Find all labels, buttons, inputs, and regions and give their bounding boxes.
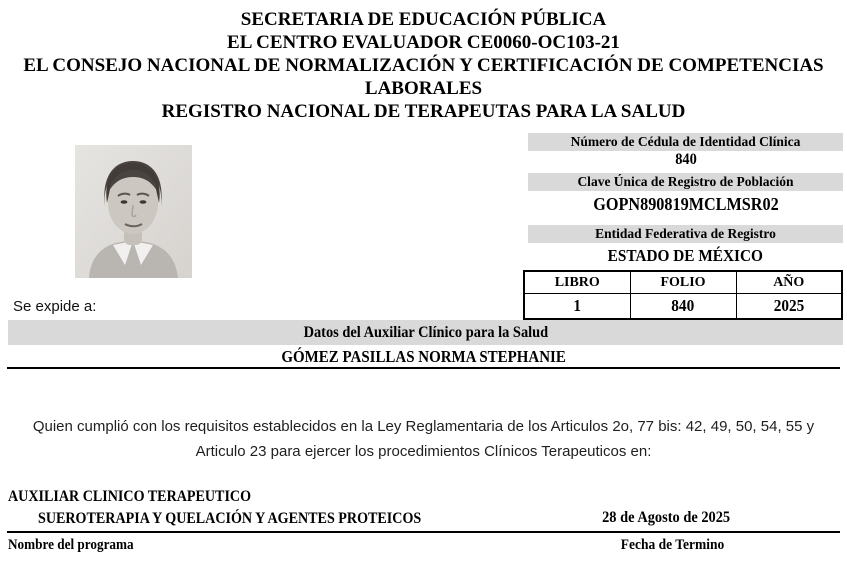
divider-under-name xyxy=(7,367,840,369)
registry-value-folio: 840 xyxy=(630,294,736,320)
holder-name: GÓMEZ PASILLAS NORMA STEPHANIE xyxy=(281,347,566,366)
document-header xyxy=(0,8,847,123)
registry-value-anio: 2025 xyxy=(736,294,842,320)
field-value-entidad: ESTADO DE MÉXICO xyxy=(607,246,764,265)
field-value-cedula: 840 xyxy=(674,151,697,168)
registry-value-libro: 1 xyxy=(524,294,630,320)
program-name-label: Nombre del programa xyxy=(8,537,134,553)
field-value-curp: GOPN890819MCLMSR02 xyxy=(592,194,779,214)
field-label-cedula: Número de Cédula de Identidad Clínica xyxy=(528,133,843,151)
field-label-curp: Clave Única de Registro de Población xyxy=(528,173,843,191)
field-label-entidad: Entidad Federativa de Registro xyxy=(528,225,843,243)
registry-table-value-row xyxy=(524,294,842,320)
program-category: AUXILIAR CLINICO TERAPEUTICO xyxy=(8,488,252,505)
portrait-photo xyxy=(75,145,192,278)
header-line-council: EL CONSEJO NACIONAL DE NORMALIZACIÓN Y CERTIFICACIÓN DE COMPETENCIAS xyxy=(23,55,824,76)
header-line-council-wrap: LABORALES xyxy=(364,78,483,99)
header-line-evaluator: EL CENTRO EVALUADOR CE0060-OC103-21 xyxy=(227,32,620,53)
registry-col-libro: LIBRO xyxy=(524,271,630,294)
header-line-institution: SECRETARIA DE EDUCACIÓN PÚBLICA xyxy=(240,9,607,30)
registry-table xyxy=(523,270,843,320)
program-end-date-label: Fecha de Termino xyxy=(620,537,724,553)
header-line-registry: REGISTRO NACIONAL DE TERAPEUTAS PARA LA SALUD xyxy=(161,101,686,122)
portrait-photo-image xyxy=(75,145,192,278)
registry-col-folio: FOLIO xyxy=(630,271,736,294)
registry-table-header-row xyxy=(524,271,842,294)
program-name: SUEROTERAPIA Y QUELACIÓN Y AGENTES PROTEICOS xyxy=(38,510,422,527)
legal-paragraph: Quien cumplió con los requisitos establecidos en la Ley Reglamentaria de los Articulos 2o, 77 bis: 42, 49, 50, 54, 55 y Articulo 23 para ejercer los procedimientos Clínicos Terapeuticos en: xyxy=(32,418,815,460)
registry-col-anio: AÑO xyxy=(736,271,842,294)
issued-to-label: Se expide a: xyxy=(13,298,97,315)
program-end-date: 28 de Agosto de 2025 xyxy=(601,509,730,526)
divider-above-labels xyxy=(7,531,840,533)
section-title-band: Datos del Auxiliar Clínico para la Salud xyxy=(8,320,843,345)
